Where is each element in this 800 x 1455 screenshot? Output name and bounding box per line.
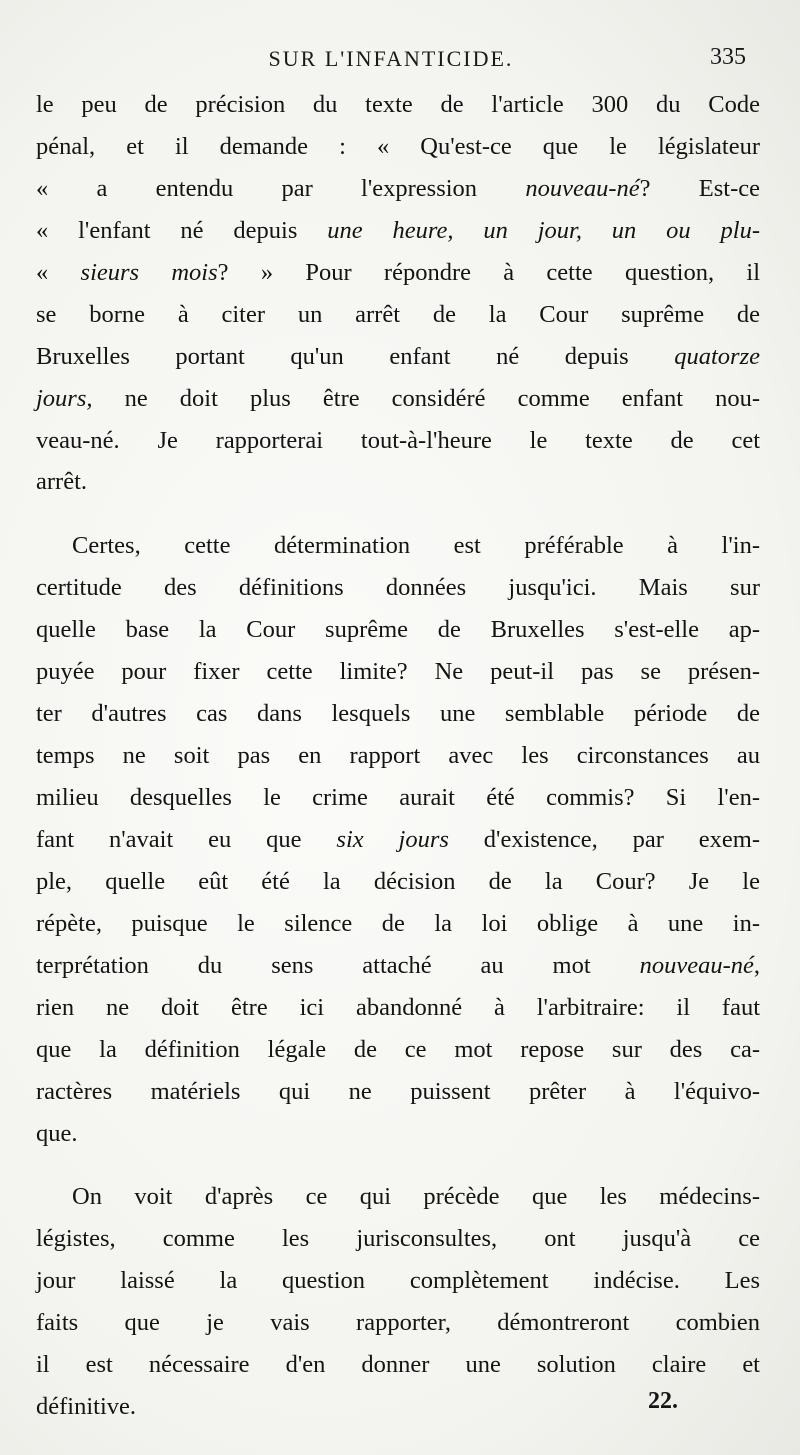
text-line: arrêt. xyxy=(36,468,87,496)
running-title: SUR L'INFANTICIDE. xyxy=(268,46,514,71)
text-line: quelle base la Cour suprême de Bruxelles s'est-elle ap- xyxy=(36,616,760,644)
text-line: temps ne soit pas en rapport avec les circonstances au xyxy=(36,742,760,770)
text-line: « a entendu par l'expression nouveau-né? Est-ce xyxy=(36,174,761,202)
text-line: certitude des définitions données jusqu'ici. Mais sur xyxy=(36,574,760,602)
text-line: ple, quelle eût été la décision de la Cour? Je le xyxy=(36,867,760,895)
text-line: répète, puisque le silence de la loi oblige à une in- xyxy=(36,909,760,937)
text-line: ractères matériels qui ne puissent prêter à l'équivo- xyxy=(36,1077,760,1105)
body-text xyxy=(36,84,760,1428)
paragraph xyxy=(36,84,760,503)
text-line: ter d'autres cas dans lesquels une semblable période de xyxy=(36,700,760,728)
text-line: jour laissé la question complètement indécise. Les xyxy=(36,1267,760,1295)
page-number: 335 xyxy=(710,44,746,70)
text-line: que la définition légale de ce mot repose sur des ca- xyxy=(36,1035,760,1063)
text-line: Certes, cette détermination est préférable à l'in- xyxy=(72,532,760,560)
text-line: que. xyxy=(36,1119,78,1147)
text-line: le peu de précision du texte de l'article 300 du Code xyxy=(36,91,760,118)
text-line: « sieurs mois? » Pour répondre à cette question, il xyxy=(36,258,760,286)
text-line: terprétation du sens attaché au mot nouveau-né, xyxy=(36,951,760,979)
text-line: se borne à citer un arrêt de la Cour suprême de xyxy=(36,300,760,328)
text-line: faits que je vais rapporter, démontreront combien xyxy=(36,1309,760,1337)
text-line: fant n'avait eu que six jours d'existence, par exem- xyxy=(36,825,760,853)
paragraph xyxy=(36,525,760,1154)
text-line: il est nécessaire d'en donner une solution claire et xyxy=(36,1351,760,1379)
text-line: « l'enfant né depuis une heure, un jour, un ou plu- xyxy=(36,216,760,244)
text-line: pénal, et il demande : « Qu'est-ce que le législateur xyxy=(36,132,760,160)
text-line: On voit d'après ce qui précède que les médecins- xyxy=(72,1183,760,1211)
running-head xyxy=(36,40,746,80)
text-line: puyée pour fixer cette limite? Ne peut-il pas se présen- xyxy=(36,658,760,686)
text-line: définitive. xyxy=(36,1393,137,1421)
text-line: milieu desquelles le crime aurait été commis? Si l'en- xyxy=(36,784,760,811)
text-line: jours, ne doit plus être considéré comme enfant nou- xyxy=(36,384,760,412)
signature-mark: 22. xyxy=(648,1388,678,1414)
text-line: Bruxelles portant qu'un enfant né depuis quatorze xyxy=(36,342,760,370)
text-line: rien ne doit être ici abandonné à l'arbitraire: il faut xyxy=(36,993,760,1021)
text-line: légistes, comme les jurisconsultes, ont jusqu'à ce xyxy=(36,1225,760,1253)
text-line: veau-né. Je rapporterai tout-à-l'heure le texte de cet xyxy=(36,426,760,454)
